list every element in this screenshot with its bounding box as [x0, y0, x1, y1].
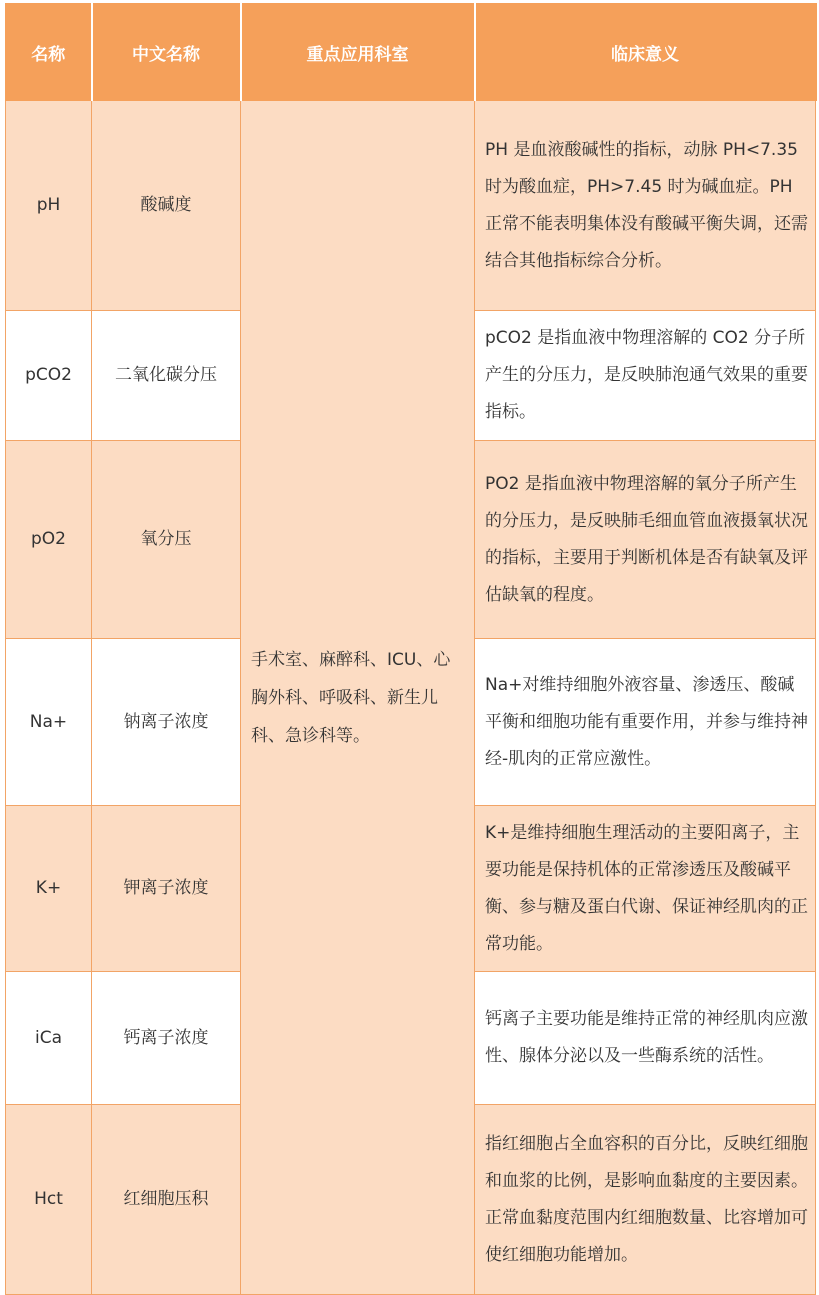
department-cell: 手术室、麻醉科、ICU、心胸外科、呼吸科、新生儿科、急诊科等。 [241, 101, 475, 1295]
header-chinese-name: 中文名称 [92, 4, 241, 101]
row-meaning: PO2 是指血液中物理溶解的氧分子所产生的分压力，是反映肺毛细血管血液摄氧状况的指标，主要用于判断机体是否有缺氧及评估缺氧的程度。 [475, 441, 816, 639]
header-code: 名称 [6, 4, 92, 101]
table-header-row [6, 4, 816, 101]
row-name: 钠离子浓度 [92, 639, 241, 806]
row-meaning: Na+对维持细胞外液容量、渗透压、酸碱平衡和细胞功能有重要作用，并参与维持神经-肌肉的正常应激性。 [475, 639, 816, 806]
header-clinical-meaning: 临床意义 [475, 4, 816, 101]
blood-gas-table [5, 3, 817, 1295]
row-code: K+ [6, 806, 92, 972]
row-code: pO2 [6, 441, 92, 639]
row-name: 二氧化碳分压 [92, 311, 241, 441]
row-code: iCa [6, 972, 92, 1105]
row-meaning: pCO2 是指血液中物理溶解的 CO2 分子所产生的分压力，是反映肺泡通气效果的重要指标。 [475, 311, 816, 441]
row-name: 钙离子浓度 [92, 972, 241, 1105]
table-row [6, 101, 816, 311]
row-meaning: PH 是血液酸碱性的指标，动脉 PH<7.35 时为酸血症，PH>7.45 时为碱血症。PH 正常不能表明集体没有酸碱平衡失调，还需结合其他指标综合分析。 [475, 101, 816, 311]
row-name: 钾离子浓度 [92, 806, 241, 972]
row-meaning: K+是维持细胞生理活动的主要阳离子，主要功能是保持机体的正常渗透压及酸碱平衡、参与糖及蛋白代谢、保证神经肌肉的正常功能。 [475, 806, 816, 972]
row-code: Na+ [6, 639, 92, 806]
row-meaning: 指红细胞占全血容积的百分比，反映红细胞和血浆的比例，是影响血黏度的主要因素。正常血黏度范围内红细胞数量、比容增加可使红细胞功能增加。 [475, 1105, 816, 1295]
row-code: pCO2 [6, 311, 92, 441]
header-department: 重点应用科室 [241, 4, 475, 101]
row-name: 氧分压 [92, 441, 241, 639]
row-code: Hct [6, 1105, 92, 1295]
row-name: 酸碱度 [92, 101, 241, 311]
row-meaning: 钙离子主要功能是维持正常的神经肌肉应激性、腺体分泌以及一些酶系统的活性。 [475, 972, 816, 1105]
row-name: 红细胞压积 [92, 1105, 241, 1295]
row-code: pH [6, 101, 92, 311]
